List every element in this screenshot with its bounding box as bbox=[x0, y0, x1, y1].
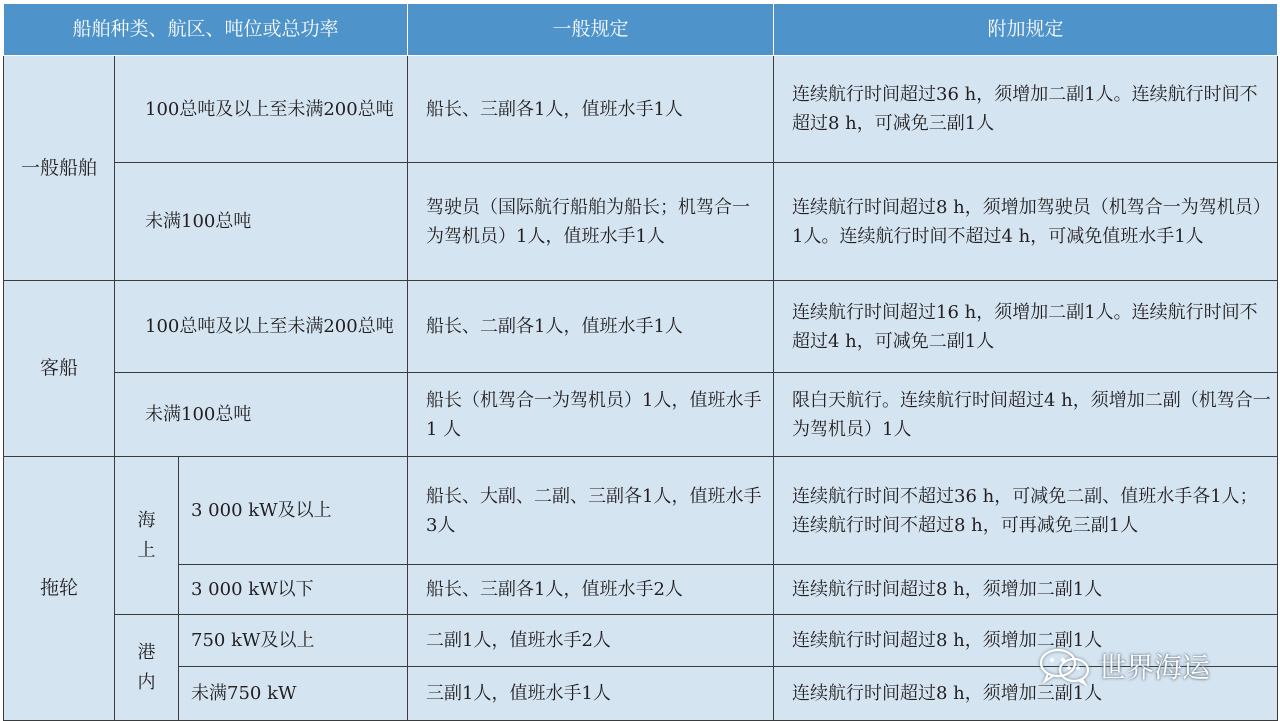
area-port bbox=[115, 615, 179, 721]
general-rule-cell: 二副1人，值班水手2人 bbox=[408, 615, 774, 667]
spec-cell: 未满100总吨 bbox=[115, 373, 408, 457]
table-row bbox=[4, 565, 1278, 615]
table-row bbox=[4, 281, 1278, 373]
wechat-icon bbox=[1036, 646, 1094, 686]
additional-rule-cell: 连续航行时间超过8 h，须增加驾驶员（机驾合一为驾机员）1人。连续航行时间不超过4 h，可减免值班水手1人 bbox=[774, 163, 1278, 281]
header-row bbox=[4, 4, 1278, 56]
general-rule-cell: 船长、三副各1人，值班水手1人 bbox=[408, 56, 774, 163]
table-row bbox=[4, 163, 1278, 281]
additional-rule-cell: 连续航行时间不超过36 h，可减免二副、值班水手各1人；连续航行时间不超过8 h，可再减免三副1人 bbox=[774, 457, 1278, 565]
spec-cell: 100总吨及以上至未满200总吨 bbox=[115, 281, 408, 373]
general-rule-cell: 船长、二副各1人，值班水手1人 bbox=[408, 281, 774, 373]
additional-rule-cell: 限白天航行。连续航行时间超过4 h，须增加二副（机驾合一为驾机员）1人 bbox=[774, 373, 1278, 457]
header-category: 船舶种类、航区、吨位或总功率 bbox=[4, 4, 408, 56]
spec-cell: 750 kW及以上 bbox=[179, 615, 408, 667]
spec-cell: 100总吨及以上至未满200总吨 bbox=[115, 56, 408, 163]
additional-rule-cell: 连续航行时间超过8 h，须增加二副1人 bbox=[774, 565, 1278, 615]
spec-cell: 3 000 kW及以上 bbox=[179, 457, 408, 565]
additional-rule-cell: 连续航行时间超过36 h，须增加二副1人。连续航行时间不超过8 h，可减免三副1人 bbox=[774, 56, 1278, 163]
table-row bbox=[4, 457, 1278, 565]
table-row bbox=[4, 56, 1278, 163]
spec-cell: 未满750 kW bbox=[179, 667, 408, 721]
general-rule-cell: 船长、三副各1人，值班水手2人 bbox=[408, 565, 774, 615]
crew-requirements-table bbox=[3, 3, 1278, 721]
header-additional: 附加规定 bbox=[774, 4, 1278, 56]
table-row bbox=[4, 373, 1278, 457]
area-sea bbox=[115, 457, 179, 615]
spec-cell: 3 000 kW以下 bbox=[179, 565, 408, 615]
spec-cell: 未满100总吨 bbox=[115, 163, 408, 281]
general-rule-cell: 驾驶员（国际航行船舶为船长；机驾合一为驾机员）1人，值班水手1人 bbox=[408, 163, 774, 281]
additional-rule-cell: 连续航行时间超过16 h，须增加二副1人。连续航行时间不超过4 h，可减免二副1人 bbox=[774, 281, 1278, 373]
additional-rule-cell: 连续航行时间超过8 h，须增加二副1人 bbox=[774, 615, 1278, 667]
additional-rule-cell: 连续航行时间超过8 h，须增加三副1人 bbox=[774, 667, 1278, 721]
category-general-ship: 一般船舶 bbox=[4, 56, 115, 281]
area-sea-label: 海上 bbox=[137, 509, 156, 561]
category-tug: 拖轮 bbox=[4, 457, 115, 721]
area-port-label: 港内 bbox=[137, 641, 156, 693]
watermark-text: 世界海运 bbox=[1098, 651, 1211, 684]
watermark bbox=[1036, 646, 1210, 686]
general-rule-cell: 船长、大副、二副、三副各1人，值班水手3人 bbox=[408, 457, 774, 565]
general-rule-cell: 三副1人，值班水手1人 bbox=[408, 667, 774, 721]
header-general: 一般规定 bbox=[408, 4, 774, 56]
general-rule-cell: 船长（机驾合一为驾机员）1人，值班水手 1 人 bbox=[408, 373, 774, 457]
category-passenger-ship: 客船 bbox=[4, 281, 115, 457]
